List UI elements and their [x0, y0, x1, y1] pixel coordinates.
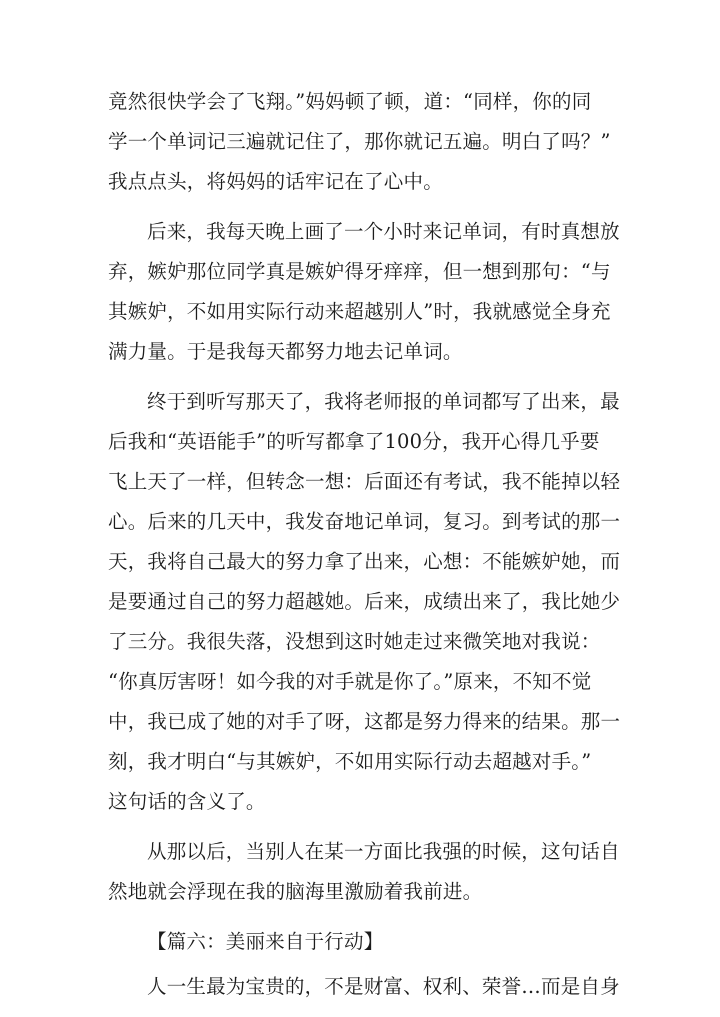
text-line: 学一个单词记三遍就记住了，那你就记五遍。明白了吗？”: [108, 130, 611, 153]
text-line: 刻，我才明白“与其嫉妒，不如用实际行动去超越对手。”: [108, 750, 592, 773]
text-line: 满力量。于是我每天都努力地去记单词。: [108, 340, 463, 363]
text-line: 这句话的含义了。: [108, 790, 266, 813]
text-line: 弃，嫉妒那位同学真是嫉妒得牙痒痒，但一想到那句：“与: [108, 260, 611, 283]
section-heading: 【篇六：美丽来自于行动】: [147, 930, 384, 953]
text-line: 是要通过自己的努力超越她。后来，成绩出来了，我比她少: [108, 590, 621, 613]
text-line: 竟然很快学会了飞翔。”妈妈顿了顿，道：“同样，你的同: [108, 90, 592, 113]
paragraph-first-line: 从那以后，当别人在某一方面比我强的时候，这句话自: [147, 840, 620, 863]
text-line: 我点点头，将妈妈的话牢记在了心中。: [108, 170, 443, 193]
paragraph-first-line: 人一生最为宝贵的，不是财富、权利、荣誉…而是自身: [147, 975, 620, 998]
text-line: 中，我已成了她的对手了呀，这都是努力得来的结果。那一: [108, 710, 621, 733]
text-line: 天，我将自己最大的努力拿了出来，心想：不能嫉妒她，而: [108, 550, 621, 573]
text-line: “你真厉害呀！如今我的对手就是你了。”原来，不知不觉: [108, 670, 592, 693]
text-line: 后我和“英语能手”的听写都拿了100分，我开心得几乎要: [108, 430, 600, 453]
text-line: 了三分。我很失落，没想到这时她走过来微笑地对我说：: [108, 630, 601, 653]
text-line: 然地就会浮现在我的脑海里激励着我前进。: [108, 880, 483, 903]
text-line: 飞上天了一样，但转念一想：后面还有考试，我不能掉以轻: [108, 470, 621, 493]
text-line: 其嫉妒，不如用实际行动来超越别人”时，我就感觉全身充: [108, 300, 611, 323]
paragraph-first-line: 后来，我每天晚上画了一个小时来记单词，有时真想放: [147, 220, 620, 243]
paragraph-first-line: 终于到听写那天了，我将老师报的单词都写了出来，最: [147, 390, 620, 413]
text-line: 心。后来的几天中，我发奋地记单词，复习。到考试的那一: [108, 510, 621, 533]
